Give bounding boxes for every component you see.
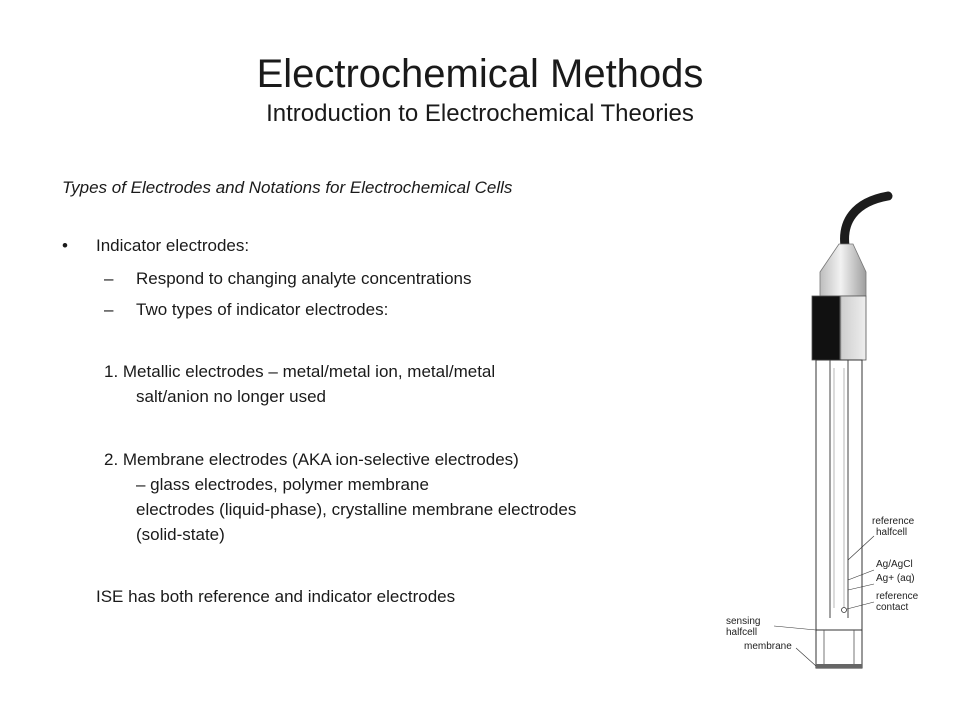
section-heading: Types of Electrodes and Notations for Electrochemical Cells bbox=[62, 178, 513, 197]
electrode-cable bbox=[845, 196, 888, 246]
item1-line2: salt/anion no longer used bbox=[136, 387, 326, 406]
leader-line bbox=[796, 648, 816, 666]
slide-title: Electrochemical Methods bbox=[256, 52, 704, 96]
dash-item-two-types: Two types of indicator electrodes: bbox=[136, 300, 389, 319]
label-membrane: membrane bbox=[744, 641, 792, 652]
ise-electrode-diagram bbox=[716, 188, 956, 720]
dash-marker: – bbox=[104, 300, 114, 319]
label-ag-agcl: Ag/AgCl bbox=[876, 559, 913, 570]
footer-note: ISE has both reference and indicator electrodes bbox=[96, 587, 456, 606]
bullet-indicator-electrodes: Indicator electrodes: bbox=[96, 236, 250, 255]
slide-subtitle: Introduction to Electrochemical Theories bbox=[266, 100, 694, 127]
item1-line1: 1. Metallic electrodes – metal/metal ion, metal/metal bbox=[104, 362, 496, 381]
label-reference-halfcell-1: reference bbox=[872, 516, 915, 527]
leader-line bbox=[774, 626, 816, 630]
bullet-marker: • bbox=[62, 236, 68, 255]
label-sensing-halfcell-1: sensing bbox=[726, 616, 761, 627]
label-ag-aq: Ag+ (aq) bbox=[876, 573, 915, 584]
dash-marker: – bbox=[104, 269, 114, 288]
reference-contact-dot bbox=[842, 608, 847, 613]
label-sensing-halfcell-2: halfcell bbox=[726, 627, 758, 638]
label-reference-contact-2: contact bbox=[876, 602, 909, 613]
item2-line1: 2. Membrane electrodes (AKA ion-selective electrodes) bbox=[104, 450, 519, 469]
item2-line3: electrodes (liquid-phase), crystalline membrane electrodes bbox=[136, 500, 577, 519]
membrane-tip bbox=[816, 664, 862, 668]
electrode-cap bbox=[820, 244, 866, 296]
electrode-band bbox=[812, 296, 866, 360]
item2-line2: – glass electrodes, polymer membrane bbox=[136, 475, 429, 494]
item2-line4: (solid-state) bbox=[136, 525, 225, 544]
label-reference-contact-1: reference bbox=[876, 591, 919, 602]
dash-item-respond: Respond to changing analyte concentrations bbox=[136, 269, 472, 288]
label-reference-halfcell-2: halfcell bbox=[876, 527, 908, 538]
electrode-body bbox=[816, 360, 862, 668]
